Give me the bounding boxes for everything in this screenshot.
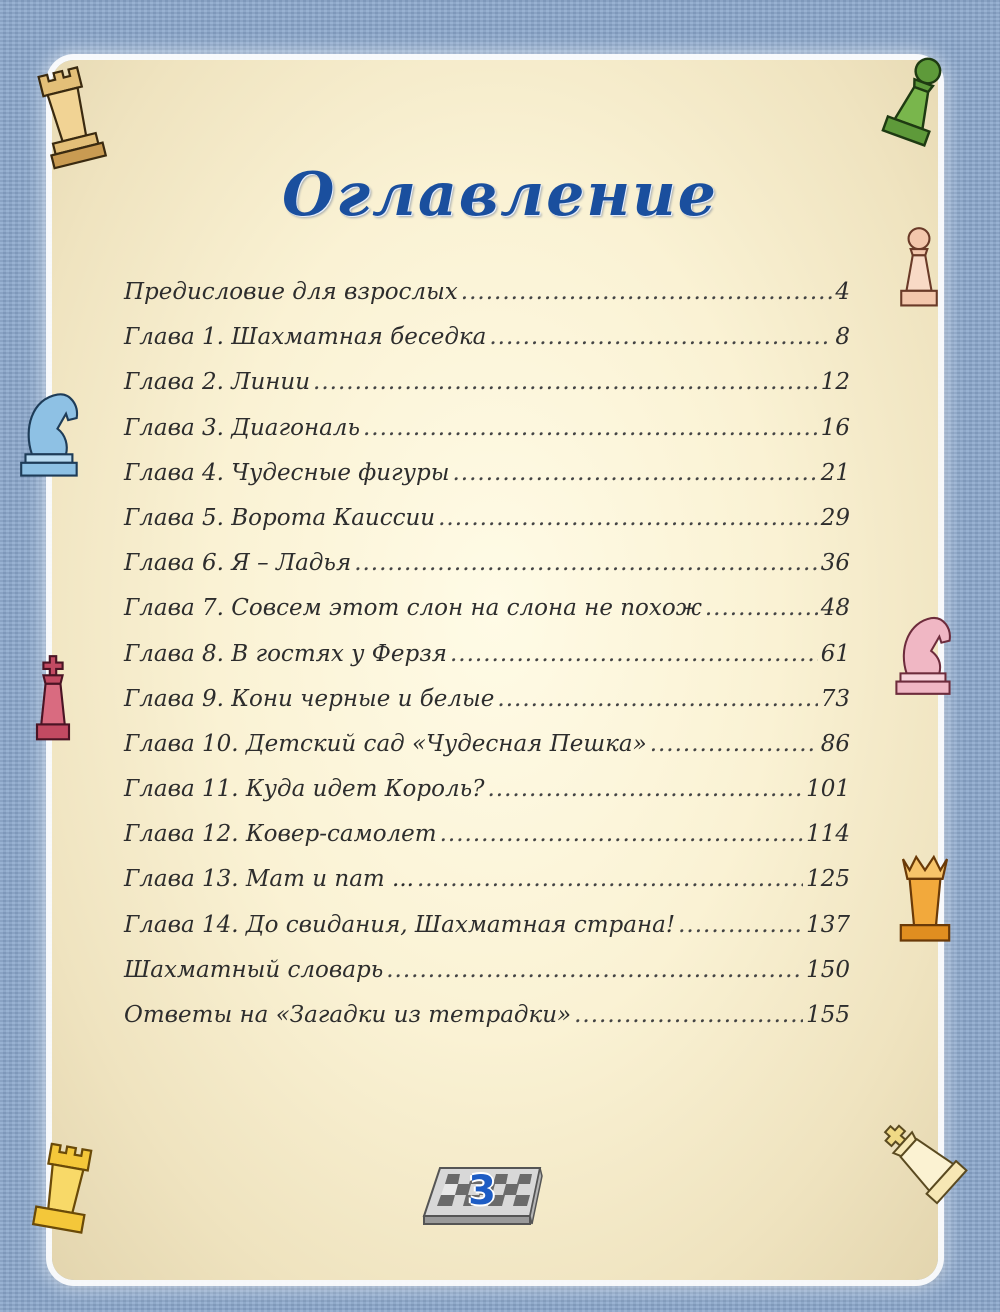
toc-entry-title: Глава 1. Шахматная беседка bbox=[124, 324, 487, 351]
toc-leader bbox=[487, 776, 803, 802]
toc-leader bbox=[497, 686, 817, 712]
toc-leader bbox=[440, 821, 803, 847]
toc-leader bbox=[354, 550, 818, 576]
toc-leader bbox=[417, 866, 803, 892]
toc-leader bbox=[438, 505, 818, 531]
toc-entry-title: Глава 3. Диагональ bbox=[124, 414, 360, 441]
pawn-icon bbox=[890, 224, 948, 318]
page-title: Оглавление bbox=[282, 160, 718, 230]
toc-entry-page: 73 bbox=[820, 685, 850, 712]
toc-entry-page: 150 bbox=[806, 956, 850, 983]
toc-entry-page: 61 bbox=[820, 640, 850, 667]
toc-entry-title: Глава 10. Детский сад «Чудесная Пешка» bbox=[124, 730, 647, 757]
toc-entry[interactable] bbox=[124, 369, 850, 414]
toc-entry-page: 86 bbox=[820, 730, 850, 757]
toc-entry-title: Глава 6. Я – Ладья bbox=[124, 550, 352, 577]
toc-entry-title: Глава 13. Мат и пат ... bbox=[124, 866, 414, 893]
toc-entry[interactable] bbox=[124, 731, 850, 776]
knight-icon bbox=[887, 610, 961, 702]
toc-leader bbox=[386, 957, 803, 983]
toc-entry-page: 101 bbox=[806, 776, 850, 803]
toc-entry-page: 12 bbox=[820, 369, 850, 396]
toc-entry[interactable] bbox=[124, 686, 850, 731]
table-of-contents bbox=[124, 279, 850, 1047]
queen-icon bbox=[892, 852, 958, 952]
toc-entry[interactable] bbox=[124, 550, 850, 595]
toc-entry-page: 8 bbox=[835, 324, 850, 351]
toc-entry-page: 4 bbox=[835, 279, 850, 305]
toc-leader bbox=[450, 641, 818, 667]
toc-leader bbox=[678, 912, 803, 938]
toc-entry-title: Шахматный словарь bbox=[124, 956, 384, 983]
toc-entry-title: Глава 5. Ворота Каиссии bbox=[124, 504, 436, 531]
king-icon bbox=[22, 654, 84, 750]
toc-entry-title: Глава 8. В гостях у Ферзя bbox=[124, 640, 447, 667]
toc-entry[interactable] bbox=[124, 279, 850, 324]
toc-entry-page: 114 bbox=[806, 821, 850, 848]
toc-entry[interactable] bbox=[124, 912, 850, 957]
toc-entry-title: Предисловие для взрослых bbox=[124, 279, 458, 305]
toc-entry[interactable] bbox=[124, 821, 850, 866]
toc-entry-page: 16 bbox=[820, 414, 850, 441]
toc-entry[interactable] bbox=[124, 460, 850, 505]
toc-leader bbox=[705, 595, 818, 621]
page-number: 3 bbox=[468, 1168, 496, 1214]
toc-leader bbox=[452, 460, 817, 486]
toc-entry-title: Глава 14. До свидания, Шахматная страна! bbox=[124, 911, 676, 938]
toc-entry[interactable] bbox=[124, 505, 850, 550]
toc-entry-title: Глава 2. Линии bbox=[124, 369, 311, 396]
toc-entry-title: Глава 11. Куда идет Король? bbox=[124, 776, 485, 803]
toc-leader bbox=[574, 1002, 803, 1028]
toc-entry[interactable] bbox=[124, 415, 850, 460]
toc-entry[interactable] bbox=[124, 866, 850, 911]
toc-entry-title: Глава 7. Совсем этот слон на слона не похож bbox=[124, 595, 702, 622]
toc-entry-page: 36 bbox=[820, 550, 850, 577]
toc-entry-title: Глава 12. Ковер-самолет bbox=[124, 821, 437, 848]
rook-icon bbox=[30, 62, 108, 172]
toc-entry-page: 125 bbox=[806, 866, 850, 893]
toc-entry[interactable] bbox=[124, 1002, 850, 1047]
toc-entry-title: Ответы на «Загадки из тетрадки» bbox=[124, 1002, 572, 1028]
toc-entry[interactable] bbox=[124, 776, 850, 821]
toc-leader bbox=[363, 415, 818, 441]
knight-icon bbox=[12, 386, 88, 482]
toc-leader bbox=[489, 324, 832, 350]
toc-entry-page: 137 bbox=[806, 911, 850, 938]
rook-icon bbox=[28, 1140, 100, 1240]
toc-entry-page: 48 bbox=[820, 595, 850, 622]
toc-entry[interactable] bbox=[124, 641, 850, 686]
toc-entry-page: 21 bbox=[820, 459, 850, 486]
toc-leader bbox=[313, 369, 818, 395]
toc-entry-title: Глава 9. Кони черные и белые bbox=[124, 685, 495, 712]
toc-leader bbox=[461, 279, 833, 305]
toc-entry-page: 155 bbox=[806, 1002, 850, 1028]
toc-entry[interactable] bbox=[124, 324, 850, 369]
toc-entry-page: 29 bbox=[820, 504, 850, 531]
toc-leader bbox=[650, 731, 818, 757]
king-icon bbox=[872, 1110, 972, 1210]
toc-entry-title: Глава 4. Чудесные фигуры bbox=[124, 459, 450, 486]
toc-entry[interactable] bbox=[124, 957, 850, 1002]
toc-entry[interactable] bbox=[124, 595, 850, 640]
pawn-icon bbox=[878, 52, 956, 150]
